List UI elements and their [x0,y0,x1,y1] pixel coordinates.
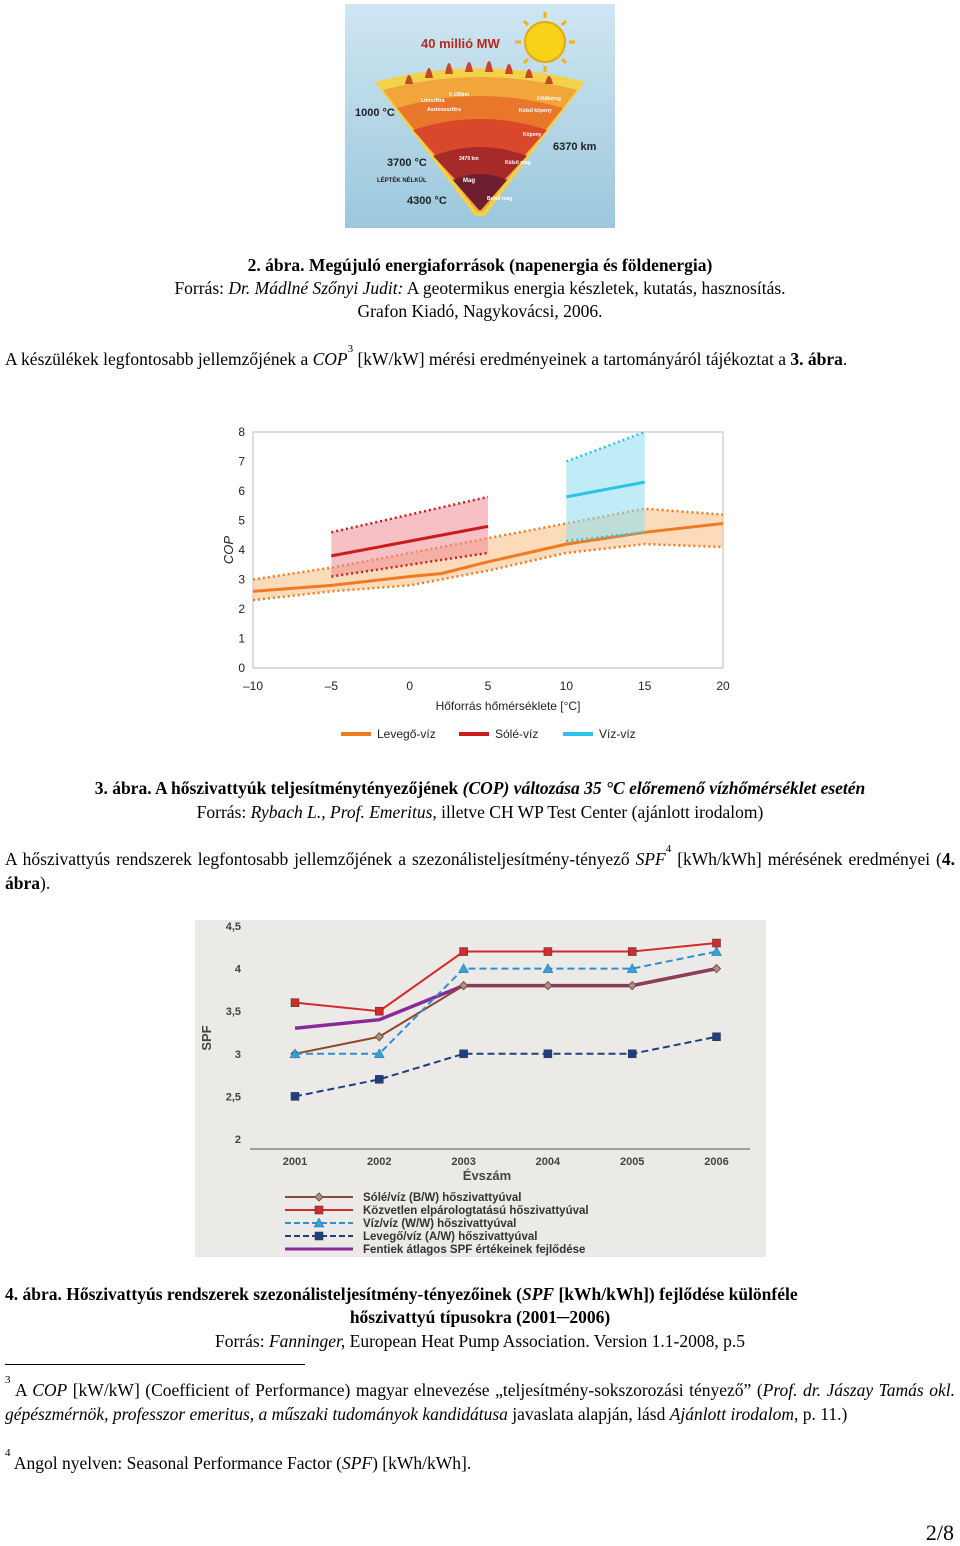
x-tick-label: 10 [559,679,574,693]
legend-marker-3 [315,1232,323,1240]
data-point-3 [291,1092,299,1100]
svg-text:6370 km: 6370 km [553,141,597,153]
y-tick-label: 4 [238,543,245,557]
y-tick-label: 6 [238,484,245,498]
y-axis-title: COP [221,535,236,565]
figure-4-source: Forrás: Fanninger, European Heat Pump Association. Version 1.1-2008, p.5 [215,1331,745,1351]
data-point-1 [291,999,299,1007]
svg-text:Asztenoszféra: Asztenoszféra [427,107,461,113]
x-tick-label: 5 [484,679,492,693]
svg-text:Litoszféra: Litoszféra [421,98,445,104]
paragraph-spf: A hőszivattyús rendszerek legfontosabb jellemzőjének a szezonálisteljesítmény-tényező SPF$^4$ [kWh/kWh] mérésének eredményei (4. ábra). [5,843,955,893]
y-tick-label: 3 [234,1048,241,1061]
figure-4-caption-line1: 4. ábra. Hőszivattyús rendszerek szezonálisteljesítmény-tényezőinek (SPF [kWh/kWh]) fejlődése különféle [5,1284,798,1304]
svg-text:Földkéreg: Földkéreg [537,96,561,102]
geothermal-figure [345,4,615,228]
legend-label-1: Sólé-víz [495,727,539,741]
data-point-3 [460,1050,468,1058]
legend-label-4: Fentiek átlagos SPF értékeinek fejlődése [363,1244,586,1256]
spf-chart [195,920,766,1257]
y-tick-label: 2 [234,1134,241,1146]
y-tick-label: 2,5 [225,1091,241,1104]
footnote-rule [5,1364,305,1365]
x-tick-label: 2001 [282,1156,308,1168]
svg-text:3470 km: 3470 km [459,156,479,162]
x-tick-label: 2005 [619,1156,645,1168]
svg-text:3700 °C: 3700 °C [387,157,427,169]
legend-label-0: Levegő-víz [377,727,436,741]
x-tick-label: 2003 [451,1156,476,1168]
x-tick-label: 0 [406,679,414,693]
y-tick-label: 7 [238,454,245,469]
x-tick-label: 15 [637,679,652,693]
svg-text:Belső mag: Belső mag [487,196,513,202]
figure-3-caption-title: 3. ábra. A hőszivattyúk teljesítménytényezőjének (COP) változása 35 °C előremenő vízhőmérséklet esetén [94,778,866,798]
figure-2-caption-title: 2. ábra. Megújuló energiaforrások (napenergia és földenergia) [247,255,713,275]
x-tick-label: 2004 [535,1156,561,1168]
y-tick-label: 0 [238,661,245,675]
x-tick-label: 2002 [367,1156,392,1168]
svg-text:Mag: Mag [463,178,475,184]
legend-label-2: Víz/víz (W/W) hőszivattyúval [363,1218,517,1230]
data-point-1 [460,948,468,956]
x-tick-label: 2006 [704,1156,729,1168]
legend-label-1: Közvetlen elpárologtatású hőszivattyúval [363,1205,589,1217]
data-point-3 [375,1075,383,1083]
legend-label-0: Sólé/víz (B/W) hőszivattyúval [363,1192,522,1204]
svg-text:Külső mag: Külső mag [505,160,531,166]
svg-text:4300 °C: 4300 °C [407,195,447,207]
y-tick-label: 1 [238,631,245,646]
y-axis-title: SPF [199,1025,214,1051]
footnote-3: $^3$ A COP [kW/kW] (Coefficient of Performance) magyar elnevezése „teljesítmény-sokszorozási tényező” (Prof. dr. Jászay Tamás okl. gépészmérnök, professzor emeritus, a műszaki tudományok kandidátusa javaslata alapján, lásd Ajánlott irodalom, p. 11.) [5,1374,955,1424]
data-point-3 [713,1033,721,1041]
y-tick-label: 2 [238,602,245,616]
svg-text:1000 °C: 1000 °C [355,107,395,119]
y-tick-label: 4 [234,963,241,976]
paragraph-cop: A készülékek legfontosabb jellemzőjének a COP$^3$ [kW/kW] mérési eredményeinek a tartományáról tájékoztat a 3. ábra. [5,343,848,369]
data-point-3 [628,1050,636,1058]
x-tick-label: –10 [242,679,264,693]
svg-text:Köpeny: Köpeny [523,132,542,138]
x-axis-title: Hőforrás hőmérséklete [°C] [435,699,581,713]
y-tick-label: 5 [238,513,245,528]
data-point-1 [713,939,721,947]
legend-marker-1 [315,1206,323,1214]
svg-text:40 millió MW: 40 millió MW [421,36,500,51]
y-tick-label: 3 [238,572,245,587]
figure-4-caption-line2: hőszivattyú típusokra (2001─2006) [349,1307,611,1327]
data-point-1 [628,948,636,956]
x-axis-title: Évszám [462,1168,512,1183]
page-number: 2/8 [925,1520,954,1545]
svg-text:Külső köpeny: Külső köpeny [519,108,552,114]
data-point-3 [544,1050,552,1058]
geothermal-illustration [345,4,615,228]
figure-3-source: Forrás: Rybach L., Prof. Emeritus, illetve CH WP Test Center (ajánlott irodalom) [196,802,764,822]
y-tick-label: 8 [238,425,245,439]
data-point-1 [375,1007,383,1015]
data-point-1 [544,948,552,956]
y-tick-label: 4,5 [225,921,241,933]
x-tick-label: –5 [324,679,339,693]
sun-icon [515,12,575,72]
footnote-4: $^4$ Angol nyelven: Seasonal Performance Factor (SPF) [kWh/kWh]. [5,1447,472,1473]
figure-2-source: Forrás: Dr. Mádlné Szőnyi Judit: A geotermikus energia készletek, kutatás, hasznosítás. [174,278,786,298]
legend-label-2: Víz-víz [599,727,636,741]
y-tick-label: 3,5 [225,1006,241,1019]
cop-chart [205,418,765,748]
x-tick-label: 20 [716,679,730,693]
svg-text:0-100km: 0-100km [449,92,470,98]
legend-label-3: Levegő/víz (A/W) hőszivattyúval [363,1231,538,1243]
svg-text:LÉPTÉK NÉLKÜL: LÉPTÉK NÉLKÜL [377,178,427,184]
figure-2-source-line2: Grafon Kiadó, Nagykovácsi, 2006. [357,301,603,321]
